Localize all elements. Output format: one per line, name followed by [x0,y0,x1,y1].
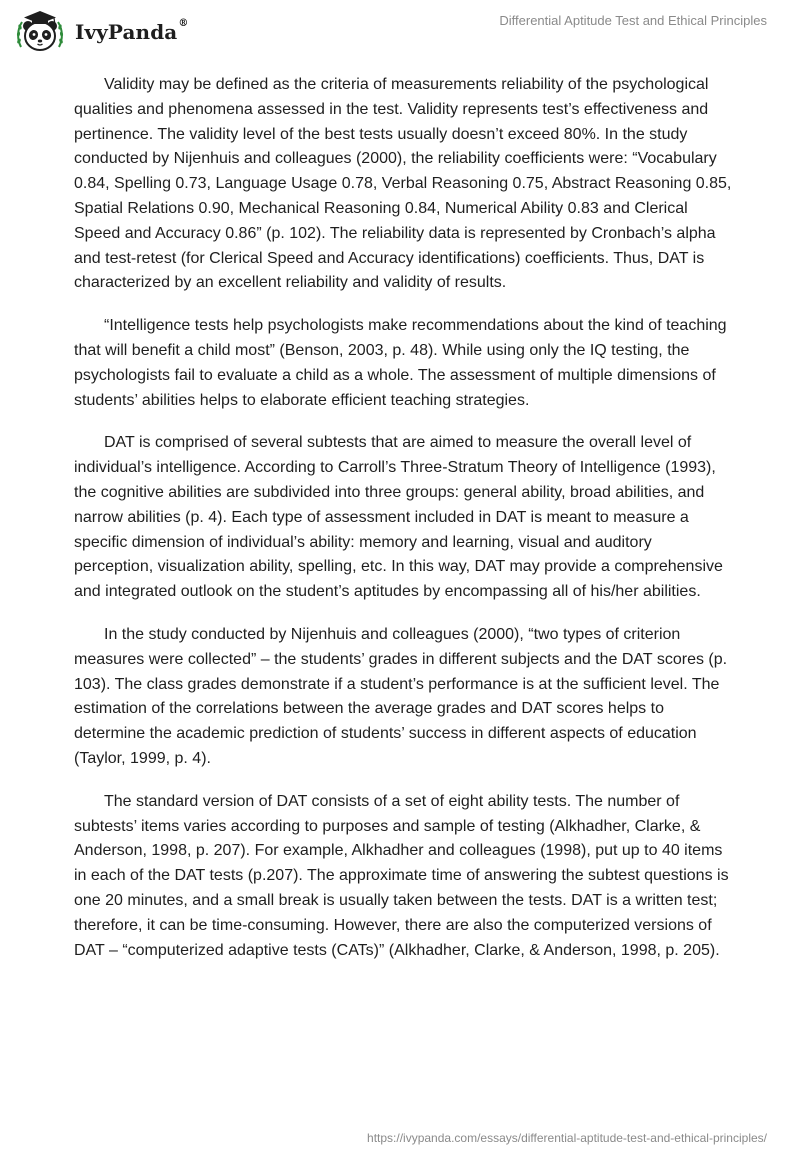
ivypanda-logo[interactable] [14,8,188,54]
body-paragraph-5: The standard version of DAT consists of a set of eight ability tests. The number of subtests’ items varies according to purposes and sample of testing (Alkhadher, Clarke, & Anderson, 1998, p. 207). For example, Alkhadher and colleagues (1998), put up to 40 items in each of the DAT tests (p.207). The approximate time of answering the subtest questions is one 20 minutes, and a small break is usually taken between the tests. DAT is a written test; therefore, it can be time-consuming. However, there are also the computerized versions of DAT – “computerized adaptive tests (CATs)” (Alkhadher, Clarke, & Anderson, 1998, p. 205). [74,792,729,959]
body-paragraph-1: Validity may be defined as the criteria of measurements reliability of the psychological qualities and phenomena assessed in the test. Validity represents test’s effectiveness and pertinence. The validity level of the best tests usually doesn’t exceed 80%. In the study conducted by Nijenhuis and colleagues (2000), the reliability coefficients were: “Vocabulary 0.84, Spelling 0.73, Language Usage 0.78, Verbal Reasoning 0.75, Abstract Reasoning 0.85, Spatial Relations 0.90, Mechanical Reasoning 0.84, Numerical Ability 0.83 and Clerical Speed and Accuracy 0.86” (p. 102). The reliability data is represented by Cronbach’s alpha and test-retest (for Clerical Speed and Accuracy identifications) coefficients. Thus, DAT is characterized by an excellent reliability and validity of results. [74,76,732,292]
body-paragraph-2: “Intelligence tests help psychologists make recommendations about the kind of teaching that will benefit a child most” (Benson, 2003, p. 48). While using only the IQ testing, the psychologists fail to evaluate a child as a whole. The assessment of multiple dimensions of students’ abilities helps to elaborate efficient teaching strategies. [74,317,727,409]
brand-name [75,20,188,44]
panda-graduate-icon [14,8,66,54]
registered-mark: ® [178,18,189,29]
page-header [0,0,800,60]
brand-name-text: IvyPanda [75,20,178,44]
essay-body [74,73,734,981]
body-paragraph-3: DAT is comprised of several subtests that are aimed to measure the overall level of individual’s intelligence. According to Carroll’s Three-Stratum Theory of Intelligence (1993), the cognitive abilities are subdivided into three groups: general ability, broad abilities, and narrow abilities (p. 4). Each type of assessment included in DAT is meant to measure a specific dimension of individual’s ability: memory and learning, visual and auditory perception, visualization ability, spelling, etc. In this way, DAT may provide a comprehensive and integrated outlook on the student’s aptitudes by encompassing all of his/her abilities. [74,434,723,601]
document-title: Differential Aptitude Test and Ethical Principles [499,13,767,28]
body-paragraph-4: In the study conducted by Nijenhuis and colleagues (2000), “two types of criterion measures were collected” – the students’ grades in different subjects and the DAT scores (p. 103). The class grades demonstrate if a student’s performance is at the sufficient level. The estimation of the correlations between the average grades and DAT scores helps to determine the academic prediction of students’ success in different aspects of education (Taylor, 1999, p. 4). [74,625,728,767]
source-url[interactable]: https://ivypanda.com/essays/differential-aptitude-test-and-ethical-principles/ [367,1131,767,1145]
